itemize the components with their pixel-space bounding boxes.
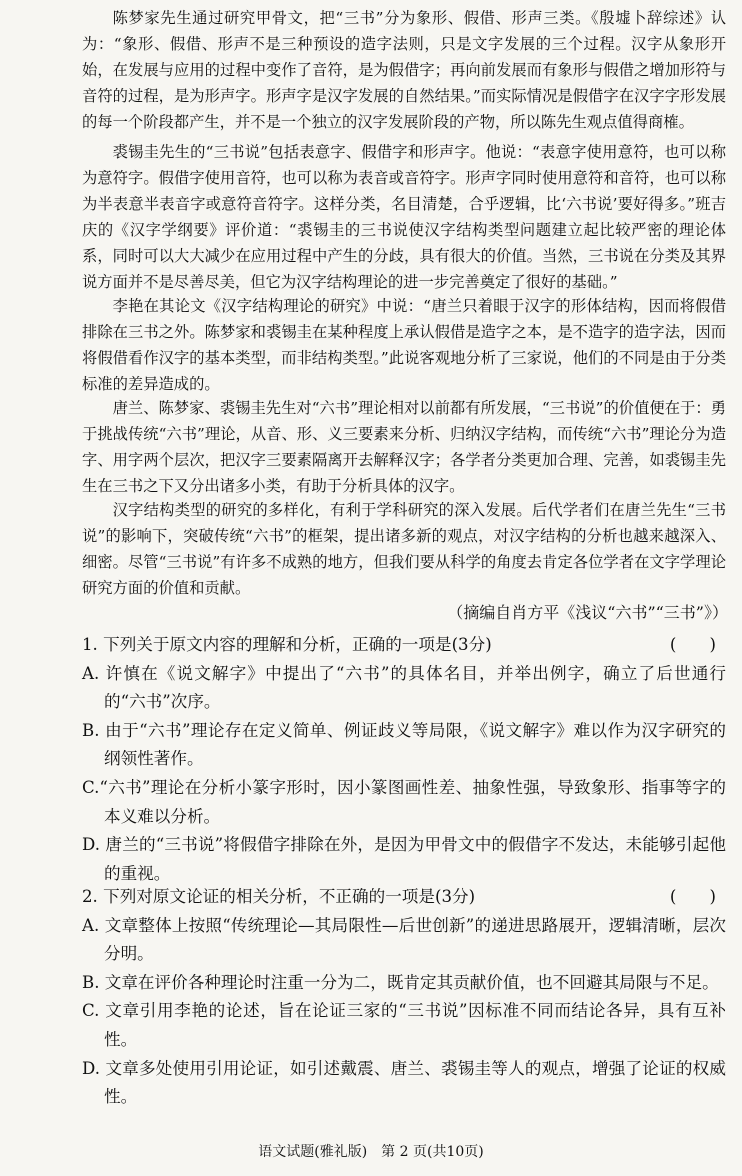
passage-paragraph-5: 汉字结构类型的研究的多样化，有利于学科研究的深入发展。后代学者们在唐兰先生“三书说”的影响下，突破传统“六书”的框架，提出诸多新的观点，对汉字结构的分析也越来越深入、细密。尽管“三书说”有许多不成熟的地方，但我们要从科学的角度去肯定各位学者在文字学理论研究方面的价值和贡献。 (82, 501, 726, 598)
question-1-option-b[interactable]: B. 由于“六书”理论存在定义简单、例证歧义等局限，《说文解字》难以作为汉字研究的纲领性著作。 (82, 720, 726, 769)
passage-paragraph-2: 裘锡圭先生的“三书说”包括表意字、假借字和形声字。他说：“表意字使用意符，也可以称为意符字。假借字使用音符，也可以称为表音或音符字。形声字同时使用意符和音符，也可以称为半表意半表音字或意符音符字。这样分类，名目清楚，合乎逻辑，比‘六书说’要好得多。”班吉庆的《汉字学纲要》评价道：“裘锡圭的三书说使汉字结构类型问题建立起比较严密的理论体系，同时可以大大减少在应用过程中产生的分歧，具有很大的价值。当然，三书说在分类及其界说方面并不是尽善尽美，但它为汉字结构理论的进一步完善奠定了很好的基础。” (82, 143, 726, 292)
question-1-stem: 1. 下列关于原文内容的理解和分析，正确的一项是(3分) (82, 635, 492, 654)
question-2-answer-bracket[interactable]: ( ) (669, 887, 716, 906)
question-1-option-a[interactable]: A. 许慎在《说文解字》中提出了“六书”的具体名目，并举出例字，确立了后世通行的“六书”次序。 (82, 663, 726, 712)
question-1-answer-bracket[interactable]: ( ) (669, 635, 716, 654)
question-2-option-a[interactable]: A. 文章整体上按照“传统理论—其局限性—后世创新”的递进思路展开，逻辑清晰，层次分明。 (82, 915, 726, 964)
question-1-option-c[interactable]: C.“六书”理论在分析小篆字形时，因小篆图画性差、抽象性强，导致象形、指事等字的本义难以分析。 (82, 777, 726, 826)
passage-source: （摘编自肖方平《浅议“六书”“三书”》） (447, 603, 728, 622)
passage-paragraph-4: 唐兰、陈梦家、裘锡圭先生对“六书”理论相对以前都有所发展，“三书说”的价值便在于：勇于挑战传统“六书”理论，从音、形、义三要素来分析、归纳汉字结构，而传统“六书”理论分为造字、用字两个层次，把汉字三要素隔离开去解释汉字；各学者分类更加合理、完善，如裘锡圭先生在三书之下又分出诸多小类，有助于分析具体的汉字。 (82, 399, 726, 496)
page-footer: 语文试题(雅礼版) 第 2 页(共10页) (258, 1144, 484, 1160)
question-2-option-d[interactable]: D. 文章多处使用引用论证，如引述戴震、唐兰、裘锡圭等人的观点，增强了论证的权威性。 (82, 1058, 726, 1107)
passage-paragraph-1: 陈梦家先生通过研究甲骨文，把“三书”分为象形、假借、形声三类。《殷墟卜辞综述》认为：“象形、假借、形声不是三种预设的造字法则，只是文字发展的三个过程。汉字从象形开始，在发展与应用的过程中变作了音符，是为假借字；再向前发展而有象形与假借之增加形符与音符的过程，是为形声字。形声字是汉字发展的自然结果。”而实际情况是假借字在汉字字形发展的每一个阶段都产生，并不是一个独立的汉字发展阶段的产物，所以陈先生观点值得商榷。 (82, 9, 726, 132)
question-2-option-c[interactable]: C. 文章引用李艳的论述，旨在论证三家的“三书说”因标准不同而结论各异，具有互补性。 (82, 1001, 726, 1049)
passage-paragraph-3: 李艳在其论文《汉字结构理论的研究》中说：“唐兰只着眼于汉字的形体结构，因而将假借排除在三书之外。陈梦家和裘锡圭在某种程度上承认假借是造字之本，是不造字的造字法，因而将假借看作汉字的基本类型，而非结构类型。”此说客观地分析了三家说，他们的不同是由于分类标准的差异造成的。 (82, 297, 726, 394)
question-2-header (82, 883, 726, 912)
question-1 (82, 631, 726, 888)
question-2 (82, 883, 726, 1112)
question-2-option-b[interactable]: B. 文章在评价各种理论时注重一分为二，既肯定其贡献价值，也不回避其局限与不足。 (82, 972, 719, 992)
question-1-option-d[interactable]: D. 唐兰的“三书说”将假借字排除在外，是因为甲骨文中的假借字不发达，未能够引起他的重视。 (82, 835, 726, 883)
question-1-header (82, 631, 726, 660)
question-2-stem: 2. 下列对原文论证的相关分析，不正确的一项是(3分) (82, 887, 476, 906)
